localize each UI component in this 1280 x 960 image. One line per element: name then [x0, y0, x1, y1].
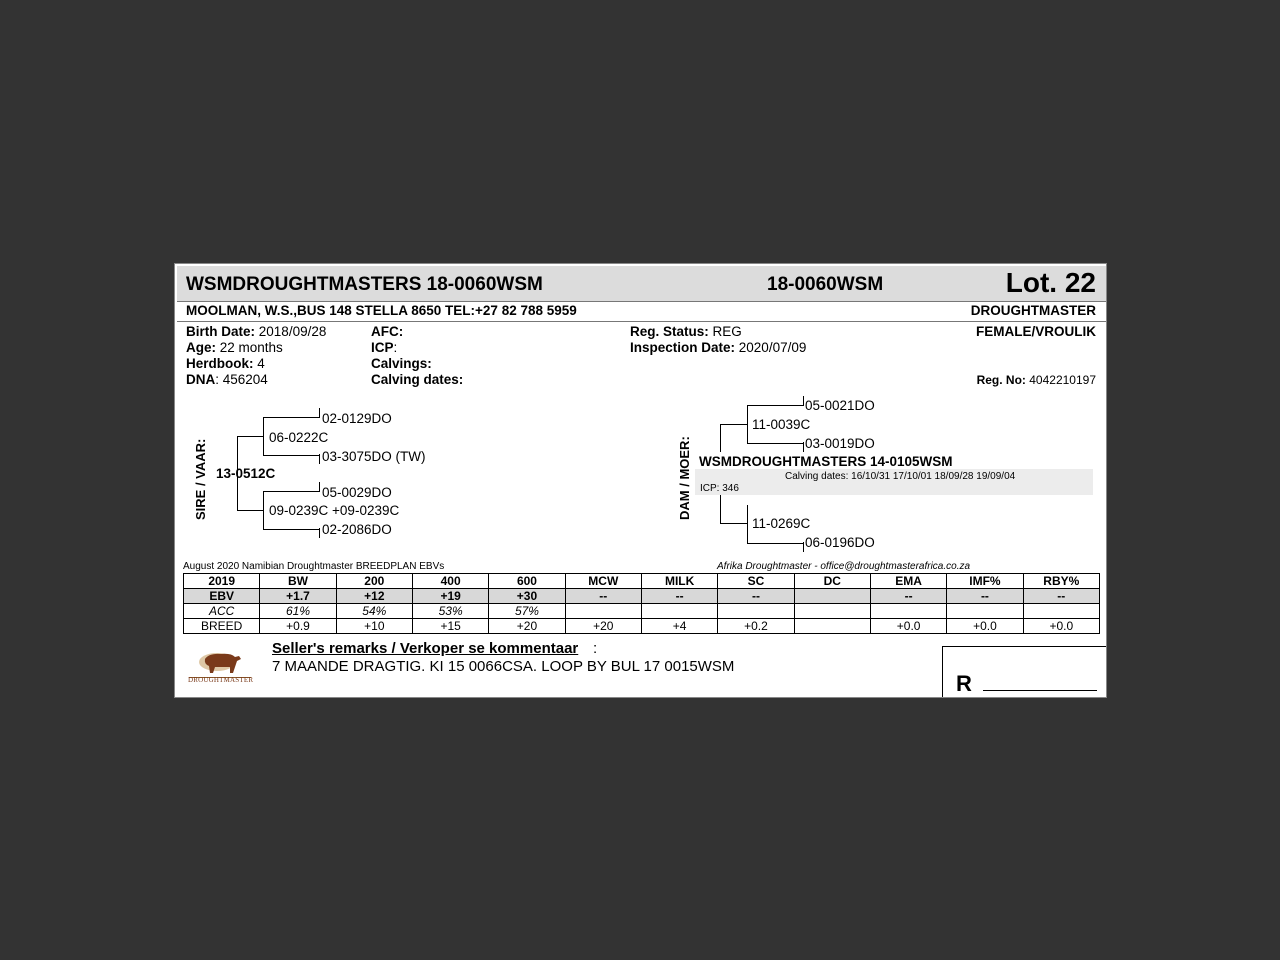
herdbook-row	[186, 356, 265, 371]
dam-tree-lower-branch	[720, 523, 748, 524]
breed-cell: +0.9	[260, 619, 336, 634]
sire-sire-dam: 03-3075DO (TW)	[322, 449, 426, 464]
calvings-label: Calvings:	[371, 356, 432, 371]
acc-cell	[870, 604, 946, 619]
sire-dam-bracket-bottom	[263, 529, 320, 530]
ebv-cell	[794, 589, 870, 604]
sire-sire: 06-0222C	[269, 430, 329, 445]
reg-no-label: Reg. No:	[976, 373, 1026, 387]
breed-cell: +0.0	[870, 619, 946, 634]
birth-date-row	[186, 324, 326, 339]
sire-dam-dam: 02-2086DO	[322, 522, 392, 537]
remarks-colon: :	[593, 640, 598, 657]
dna-value: : 456204	[215, 372, 268, 387]
breed-cell: +0.0	[1023, 619, 1099, 634]
ebv-header-cell: 200	[336, 574, 412, 589]
ebv-header-cell: DC	[794, 574, 870, 589]
ebv-source: Afrika Droughtmaster - office@droughtmasterafrica.co.za	[717, 561, 971, 572]
ebv-cell: +1.7	[260, 589, 336, 604]
dam-dam-bracket	[747, 505, 748, 543]
afc-label: AFC:	[371, 324, 404, 339]
price-currency: R	[956, 671, 972, 696]
owner-line: MOOLMAN, W.S.,BUS 148 STELLA 8650 TEL:+27 82 788 5959	[186, 303, 577, 318]
sire-sire-sire: 02-0129DO	[322, 411, 392, 426]
sire-dam-tick-top	[319, 482, 320, 492]
card-header	[177, 266, 1106, 302]
herdbook-value: 4	[257, 356, 265, 371]
dam-sire-tick-bottom	[803, 442, 804, 452]
sire-dam: 09-0239C +09-0239C	[269, 503, 400, 518]
dam-dam-bracket-bottom	[747, 543, 804, 544]
age-label: Age:	[186, 340, 216, 355]
age-row	[186, 340, 283, 355]
lot-card	[174, 263, 1107, 698]
ebv-header-cell: 600	[489, 574, 565, 589]
ebv-cell: +12	[336, 589, 412, 604]
ebv-header-cell: BW	[260, 574, 336, 589]
inspection-label: Inspection Date:	[630, 340, 736, 355]
inspection-row	[630, 340, 806, 355]
breed-cell: +0.0	[947, 619, 1023, 634]
icp-row: ICP:	[371, 340, 398, 355]
sire-dam-tick-bottom	[319, 528, 320, 538]
acc-cell: ACC	[184, 604, 260, 619]
sire-dam-bracket-top	[263, 491, 320, 492]
breed-cell: +10	[336, 619, 412, 634]
acc-cell	[641, 604, 717, 619]
dam-tree-lower-stem	[720, 495, 721, 523]
price-box	[942, 646, 1106, 697]
calvings-row	[371, 356, 432, 371]
acc-row	[184, 604, 1100, 619]
acc-cell	[565, 604, 641, 619]
dam-dam: 11-0269C	[752, 516, 811, 531]
birth-date-label: Birth Date:	[186, 324, 256, 339]
icp-label: ICP	[371, 340, 394, 355]
reg-status-value: REG	[712, 324, 742, 339]
ebv-caption: August 2020 Namibian Droughtmaster BREEDPLAN EBVs	[183, 561, 445, 572]
ebv-header-cell: 2019	[184, 574, 260, 589]
sire-section-label: SIRE / VAAR:	[193, 438, 208, 520]
birth-date-value: 2018/09/28	[258, 324, 327, 339]
reg-status-label: Reg. Status:	[630, 324, 709, 339]
logo-text: DROUGHTMASTER	[188, 676, 254, 684]
dna-row	[186, 372, 268, 387]
age-value: 22 months	[219, 340, 283, 355]
dam-sire-bracket	[747, 405, 748, 443]
dam-tree-upper-branch	[720, 424, 748, 425]
remarks-title	[272, 640, 578, 657]
ebv-header-cell: MCW	[565, 574, 641, 589]
dam-icp: ICP: 346	[700, 483, 739, 494]
sire-sire-bracket-bottom	[263, 455, 320, 456]
ebv-cell: --	[870, 589, 946, 604]
breed-cell: BREED	[184, 619, 260, 634]
animal-code: 18-0060WSM	[767, 274, 884, 295]
ebv-cell: --	[718, 589, 794, 604]
dam-tree-upper-stem	[720, 424, 721, 452]
sire-sire-tick-top	[319, 408, 320, 418]
herdbook-label: Herdbook:	[186, 356, 254, 371]
remarks-title-text: Seller's remarks / Verkoper se kommentaar	[272, 640, 579, 657]
ebv-cell: --	[947, 589, 1023, 604]
sire-animal: 13-0512C	[216, 466, 276, 481]
dam-sire-bracket-bottom	[747, 443, 804, 444]
dam-sire-bracket-top	[747, 405, 804, 406]
acc-cell: 53%	[412, 604, 488, 619]
price-input-line[interactable]	[983, 690, 1097, 691]
ebv-header-cell: RBY%	[1023, 574, 1099, 589]
ebv-header-cell: IMF%	[947, 574, 1023, 589]
reg-no-row	[977, 373, 1096, 387]
dam-sire-sire: 05-0021DO	[805, 398, 875, 413]
sex-label: FEMALE/VROULIK	[976, 324, 1096, 339]
ebv-cell: --	[641, 589, 717, 604]
dam-dam-tick-bottom	[803, 542, 804, 552]
animal-name: WSMDROUGHTMASTERS 18-0060WSM	[186, 274, 543, 295]
acc-cell: 61%	[260, 604, 336, 619]
breed-name: DROUGHTMASTER	[970, 303, 1096, 318]
ebv-table	[183, 573, 1100, 634]
breed-cell: +4	[641, 619, 717, 634]
dna-label: DNA	[186, 372, 216, 387]
ebv-header-cell: EMA	[870, 574, 946, 589]
ebv-cell: EBV	[184, 589, 260, 604]
breed-cell: +20	[565, 619, 641, 634]
dam-sire: 11-0039C	[752, 417, 811, 432]
ebv-header-cell: 400	[412, 574, 488, 589]
acc-cell	[794, 604, 870, 619]
sire-dam-bracket	[263, 491, 264, 529]
acc-cell: 54%	[336, 604, 412, 619]
ebv-row	[184, 589, 1100, 604]
droughtmaster-logo	[187, 647, 253, 687]
acc-cell	[1023, 604, 1099, 619]
ebv-cell: --	[565, 589, 641, 604]
lot-number: Lot. 22	[1005, 267, 1096, 298]
sire-sire-tick-bottom	[319, 454, 320, 464]
dam-section-label: DAM / MOER:	[677, 436, 692, 520]
sire-dam-sire: 05-0029DO	[322, 485, 392, 500]
breed-cell: +0.2	[718, 619, 794, 634]
sire-sire-bracket	[263, 417, 264, 455]
afc-row	[371, 324, 403, 339]
sire-tree-branch-bottom	[237, 510, 263, 511]
dam-animal: WSMDROUGHTMASTERS 14-0105WSM	[699, 454, 953, 469]
reg-status-row	[630, 324, 742, 339]
owner-row	[177, 301, 1106, 322]
ebv-cell: +30	[489, 589, 565, 604]
acc-cell	[947, 604, 1023, 619]
dam-sire-dam: 03-0019DO	[805, 436, 875, 451]
ebv-header-cell: SC	[718, 574, 794, 589]
ebv-cell: --	[1023, 589, 1099, 604]
acc-cell: 57%	[489, 604, 565, 619]
breed-cell: +15	[412, 619, 488, 634]
ebv-header-row	[184, 574, 1100, 589]
inspection-value: 2020/07/09	[738, 340, 807, 355]
breed-cell: +20	[489, 619, 565, 634]
dam-calving-dates: Calving dates: 16/10/31 17/10/01 18/09/28 19/09/04	[785, 471, 1016, 482]
ebv-header-cell: MILK	[641, 574, 717, 589]
sire-sire-bracket-top	[263, 417, 320, 418]
dam-dam-dam: 06-0196DO	[805, 535, 875, 550]
remarks-text: 7 MAANDE DRAGTIG. KI 15 0066CSA. LOOP BY BUL 17 0015WSM	[272, 658, 735, 675]
reg-no-value: 4042210197	[1029, 373, 1096, 387]
calving-dates-label: Calving dates:	[371, 372, 464, 387]
ebv-cell: +19	[412, 589, 488, 604]
breed-cell	[794, 619, 870, 634]
sire-tree-branch-top	[237, 436, 263, 437]
acc-cell	[718, 604, 794, 619]
calving-dates-row	[371, 372, 463, 387]
breed-avg-row	[184, 619, 1100, 634]
dam-sire-tick-top	[803, 396, 804, 406]
